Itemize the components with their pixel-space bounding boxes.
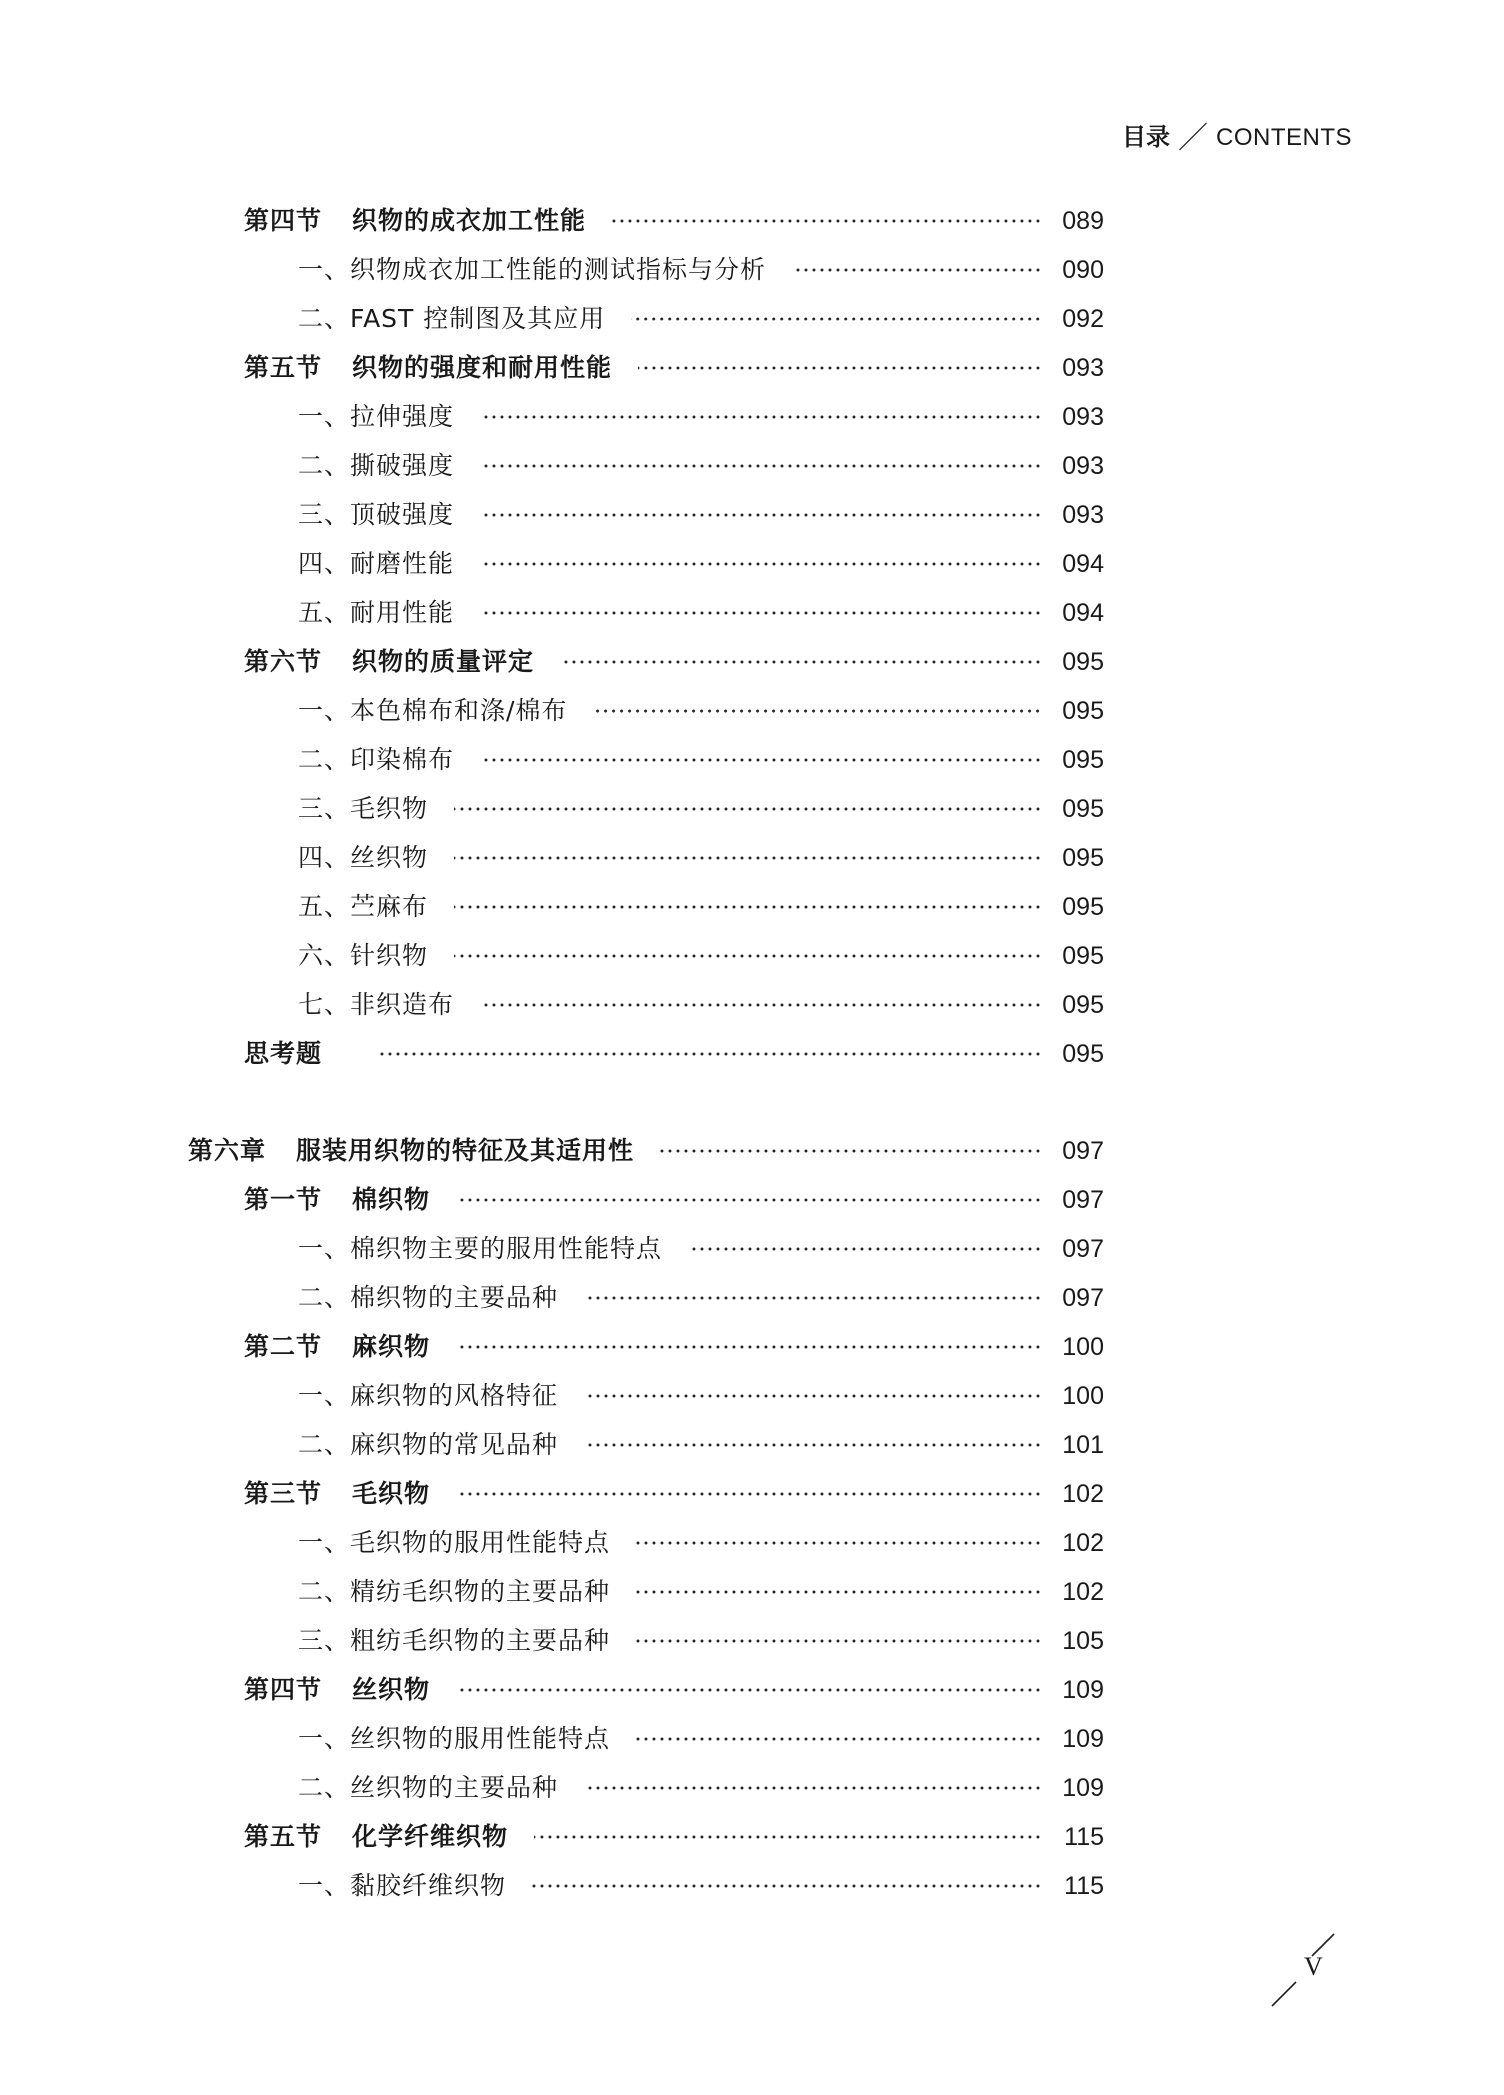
toc-section-entry[interactable]: [244, 201, 1104, 241]
entry-page-number: 094: [1062, 599, 1104, 627]
entry-page-number: 095: [1062, 893, 1104, 921]
entry-number: 第五节: [244, 353, 323, 382]
header-title-cn: 目录: [1122, 123, 1170, 151]
entry-page-number: 095: [1062, 991, 1104, 1019]
entry-page-number: 095: [1062, 746, 1104, 774]
toc-subsection-entry[interactable]: [298, 544, 1104, 584]
dot-leader: [480, 1002, 1042, 1008]
entry-number: 第六章: [188, 1136, 267, 1165]
entry-title: 服装用织物的特征及其适用性: [296, 1136, 635, 1165]
entry-page-number: 095: [1062, 795, 1104, 823]
entry-number: 第一节: [244, 1185, 323, 1214]
entry-page-number: 095: [1062, 697, 1104, 725]
dot-leader: [638, 365, 1042, 371]
entry-page-number: 115: [1064, 1823, 1104, 1851]
header-separator: ／: [1178, 121, 1208, 156]
dot-leader: [612, 218, 1042, 224]
entry-page-number: 094: [1062, 550, 1104, 578]
entry-title: 二、精纺毛织物的主要品种: [298, 1577, 611, 1606]
entry-title: 三、毛织物: [298, 794, 429, 823]
entry-page-number: 097: [1062, 1186, 1104, 1214]
dot-leader: [456, 1344, 1042, 1350]
entry-page-number: 100: [1062, 1382, 1104, 1410]
entry-title: 一、黏胶纤维织物: [298, 1871, 507, 1900]
entry-page-number: 092: [1062, 305, 1104, 333]
entry-title: 织物的强度和耐用性能: [352, 353, 613, 382]
entry-title: 二、FAST 控制图及其应用: [298, 304, 606, 333]
toc-subsection-entry[interactable]: [298, 1768, 1104, 1808]
dot-leader: [378, 1051, 1042, 1057]
toc-subsection-entry[interactable]: [298, 887, 1104, 927]
entry-number: 第五节: [244, 1822, 323, 1851]
entry-title: 棉织物: [352, 1185, 431, 1214]
toc-subsection-entry[interactable]: [298, 1278, 1104, 1318]
entry-page-number: 102: [1062, 1578, 1104, 1606]
dot-leader: [660, 1148, 1042, 1154]
entry-title: 一、织物成衣加工性能的测试指标与分析: [298, 255, 767, 284]
dot-leader: [532, 1883, 1042, 1889]
dot-leader: [480, 610, 1042, 616]
entry-number: 第二节: [244, 1332, 323, 1361]
toc-subsection-entry[interactable]: [298, 1719, 1104, 1759]
entry-page-number: 095: [1062, 942, 1104, 970]
entry-page-number: 101: [1062, 1431, 1104, 1459]
dot-leader: [688, 1246, 1042, 1252]
toc-subsection-entry[interactable]: [298, 789, 1104, 829]
entry-page-number: 095: [1062, 844, 1104, 872]
toc-subsection-entry[interactable]: [298, 1425, 1104, 1465]
toc-section-entry[interactable]: [244, 1180, 1104, 1220]
toc-section-entry[interactable]: [244, 642, 1104, 682]
dot-leader: [456, 1491, 1042, 1497]
dot-leader: [584, 1393, 1042, 1399]
entry-page-number: 109: [1062, 1725, 1104, 1753]
entry-title: 六、针织物: [298, 941, 429, 970]
entry-title: 四、耐磨性能: [298, 549, 455, 578]
entry-title: 一、麻织物的风格特征: [298, 1381, 559, 1410]
dot-leader: [584, 1442, 1042, 1448]
entry-page-number: 097: [1062, 1137, 1104, 1165]
dot-leader: [636, 1638, 1042, 1644]
entry-title: 三、顶破强度: [298, 500, 455, 529]
toc-subsection-entry[interactable]: [298, 397, 1104, 437]
toc-subsection-entry[interactable]: [298, 1376, 1104, 1416]
entry-title: 二、丝织物的主要品种: [298, 1773, 559, 1802]
entry-title: 七、非织造布: [298, 990, 455, 1019]
entry-title: 三、粗纺毛织物的主要品种: [298, 1626, 611, 1655]
entry-page-number: 102: [1062, 1529, 1104, 1557]
entry-title: 毛织物: [352, 1479, 431, 1508]
page-folio: [1270, 1930, 1350, 2010]
entry-number: 第六节: [244, 647, 323, 676]
toc-subsection-entry[interactable]: [298, 1229, 1104, 1269]
dot-leader: [454, 855, 1042, 861]
entry-title: 化学纤维织物: [352, 1822, 509, 1851]
toc-subsection-entry[interactable]: [298, 299, 1104, 339]
entry-page-number: 115: [1064, 1872, 1104, 1900]
dot-leader: [792, 267, 1042, 273]
toc-subsection-entry[interactable]: [298, 691, 1104, 731]
entry-page-number: 093: [1062, 354, 1104, 382]
toc-section-entry[interactable]: [244, 1670, 1104, 1710]
toc-chapter-entry[interactable]: [188, 1131, 1104, 1171]
entry-page-number: 089: [1062, 207, 1104, 235]
dot-leader: [560, 659, 1042, 665]
entry-page-number: 093: [1062, 501, 1104, 529]
entry-title: 一、丝织物的服用性能特点: [298, 1724, 611, 1753]
toc-subsection-entry[interactable]: [298, 740, 1104, 780]
dot-leader: [534, 1834, 1042, 1840]
entry-page-number: 102: [1062, 1480, 1104, 1508]
toc-subsection-entry[interactable]: [298, 446, 1104, 486]
header-title-en: CONTENTS: [1216, 124, 1352, 151]
dot-leader: [480, 561, 1042, 567]
entry-title: 一、毛织物的服用性能特点: [298, 1528, 611, 1557]
entry-page-number: 093: [1062, 403, 1104, 431]
running-header: [1122, 122, 1352, 154]
dot-leader: [480, 512, 1042, 518]
dot-leader: [480, 463, 1042, 469]
entry-page-number: 095: [1062, 648, 1104, 676]
toc-subsection-entry[interactable]: [298, 1523, 1104, 1563]
toc-subsection-entry[interactable]: [298, 250, 1104, 290]
dot-leader: [456, 1687, 1042, 1693]
toc-section-entry[interactable]: [244, 1034, 1104, 1074]
entry-title: 织物的质量评定: [352, 647, 535, 676]
toc-subsection-entry[interactable]: [298, 593, 1104, 633]
toc-subsection-entry[interactable]: [298, 1866, 1104, 1906]
dot-leader: [636, 1589, 1042, 1595]
entry-page-number: 090: [1062, 256, 1104, 284]
entry-title: 五、耐用性能: [298, 598, 455, 627]
entry-page-number: 093: [1062, 452, 1104, 480]
entry-number: 第四节: [244, 1675, 323, 1704]
entry-title: 一、棉织物主要的服用性能特点: [298, 1234, 663, 1263]
entry-number: 第三节: [244, 1479, 323, 1508]
toc-subsection-entry[interactable]: [298, 985, 1104, 1025]
dot-leader: [454, 904, 1042, 910]
dot-leader: [636, 1540, 1042, 1546]
entry-page-number: 097: [1062, 1235, 1104, 1263]
dot-leader: [593, 708, 1042, 714]
entry-page-number: 109: [1062, 1676, 1104, 1704]
entry-title: 麻织物: [352, 1332, 431, 1361]
entry-title: 五、苎麻布: [298, 892, 429, 921]
entry-title: 四、丝织物: [298, 843, 429, 872]
dot-leader: [636, 1736, 1042, 1742]
toc-subsection-entry[interactable]: [298, 936, 1104, 976]
entry-number: 思考题: [244, 1039, 323, 1068]
entry-title: 二、棉织物的主要品种: [298, 1283, 559, 1312]
entry-title: 二、印染棉布: [298, 745, 455, 774]
entry-page-number: 097: [1062, 1284, 1104, 1312]
toc-section-entry[interactable]: [244, 348, 1104, 388]
dot-leader: [454, 806, 1042, 812]
entry-page-number: 109: [1062, 1774, 1104, 1802]
entry-title: 一、拉伸强度: [298, 402, 455, 431]
dot-leader: [631, 316, 1042, 322]
toc-section-entry[interactable]: [244, 1327, 1104, 1367]
entry-title: 丝织物: [352, 1675, 431, 1704]
page-number: V: [1304, 1952, 1323, 1981]
toc-subsection-entry[interactable]: [298, 1621, 1104, 1661]
dot-leader: [584, 1785, 1042, 1791]
dot-leader: [480, 757, 1042, 763]
entry-title: 二、撕破强度: [298, 451, 455, 480]
entry-title: 织物的成衣加工性能: [352, 206, 587, 235]
entry-page-number: 095: [1062, 1040, 1104, 1068]
toc-subsection-entry[interactable]: [298, 1572, 1104, 1612]
entry-title: 二、麻织物的常见品种: [298, 1430, 559, 1459]
toc-subsection-entry[interactable]: [298, 838, 1104, 878]
toc-subsection-entry[interactable]: [298, 495, 1104, 535]
dot-leader: [480, 414, 1042, 420]
dot-leader: [584, 1295, 1042, 1301]
dot-leader: [454, 953, 1042, 959]
entry-title: 一、本色棉布和涤/棉布: [298, 696, 568, 725]
entry-page-number: 105: [1062, 1627, 1104, 1655]
dot-leader: [456, 1197, 1042, 1203]
toc-section-entry[interactable]: [244, 1474, 1104, 1514]
toc-section-entry[interactable]: [244, 1817, 1104, 1857]
entry-page-number: 100: [1062, 1333, 1104, 1361]
entry-number: 第四节: [244, 206, 323, 235]
